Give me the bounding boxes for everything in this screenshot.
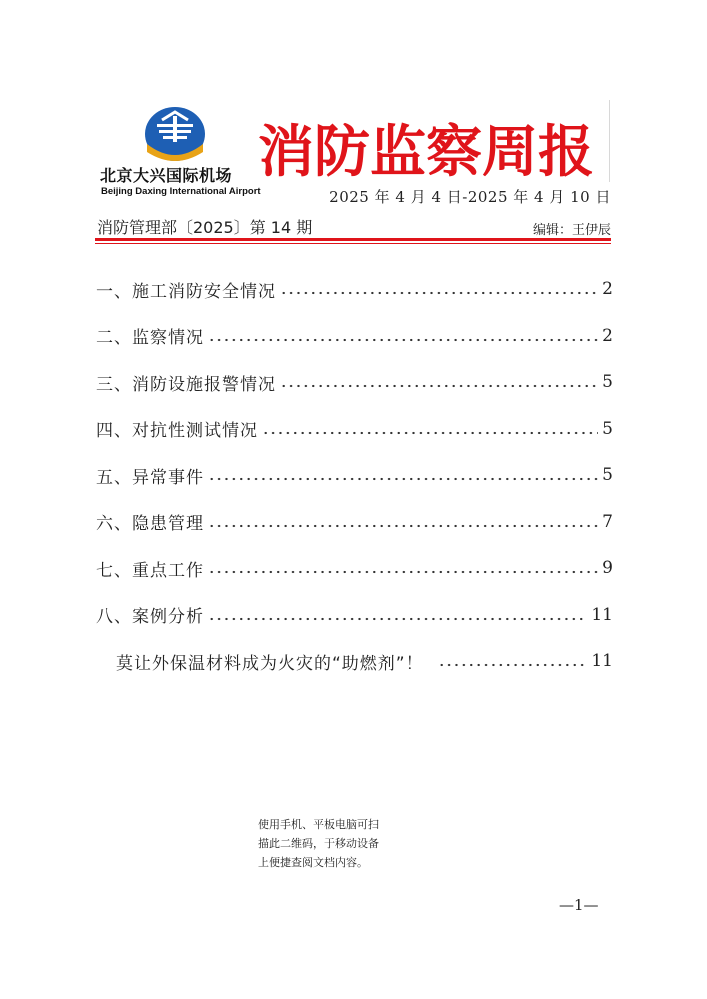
qr-code-note: [258, 815, 418, 872]
toc-page: 5: [602, 372, 613, 393]
toc-entry-8-sub[interactable]: [96, 638, 613, 685]
qr-note-line: 使用手机、平板电脑可扫: [258, 818, 379, 831]
toc-entry-6[interactable]: [96, 499, 613, 546]
header-rule-thin: [95, 243, 611, 244]
toc-page: 7: [602, 511, 613, 532]
editor-credit: 编辑：王伊辰: [532, 223, 611, 238]
masthead-title: 消防监察周报: [258, 119, 594, 185]
toc-leader-dots: [208, 335, 598, 345]
toc-title: 七、重点工作: [96, 560, 204, 581]
airport-emblem-icon: [144, 106, 206, 162]
airport-name-cn: 北京大兴国际机场: [100, 166, 233, 185]
toc-page: 9: [602, 558, 613, 579]
toc-entry-7[interactable]: [96, 545, 613, 592]
toc-leader-dots: [280, 288, 598, 298]
toc-leader-dots: [208, 521, 598, 531]
date-range: 2025 年 4 月 4 日-2025 年 4 月 10 日: [329, 188, 611, 206]
toc-entry-2[interactable]: [96, 313, 613, 360]
page-number: —1—: [559, 896, 599, 914]
toc-page: 11: [591, 651, 613, 672]
toc-entry-5[interactable]: [96, 452, 613, 499]
toc-page: 2: [602, 325, 613, 346]
toc-entry-1[interactable]: [96, 266, 613, 313]
toc-leader-dots: [262, 428, 598, 438]
toc-leader-dots: [280, 381, 598, 391]
toc-title: 四、对抗性测试情况: [96, 421, 258, 442]
qr-note-line: 描此二维码，于移动设备: [258, 837, 379, 850]
toc-title: 五、异常事件: [96, 467, 204, 488]
airport-logo: [98, 106, 261, 198]
toc-title: 一、施工消防安全情况: [96, 281, 276, 302]
toc-page: 11: [591, 604, 613, 625]
toc-page: 2: [602, 279, 613, 300]
toc-title: 六、隐患管理: [96, 514, 204, 535]
toc-page: 5: [602, 418, 613, 439]
toc-leader-dots: [208, 614, 587, 624]
qr-note-line: 上便捷查阅文档内容。: [258, 856, 368, 869]
header-rule-thick: [95, 238, 611, 241]
toc-entry-8[interactable]: [96, 592, 613, 639]
issue-number: 消防管理部〔2025〕第 14 期: [97, 218, 313, 237]
toc-leader-dots: [208, 567, 598, 577]
toc-title: 八、案例分析: [96, 607, 204, 628]
toc-title: 莫让外保温材料成为火灾的“助燃剂”！: [116, 653, 424, 674]
masthead-divider: [609, 100, 610, 182]
toc-page: 5: [602, 465, 613, 486]
toc-entry-3[interactable]: [96, 359, 613, 406]
airport-name-en: Beijing Daxing International Airport: [101, 186, 261, 197]
toc-title: 三、消防设施报警情况: [96, 374, 276, 395]
toc-title: 二、监察情况: [96, 328, 204, 349]
table-of-contents: [96, 266, 613, 685]
toc-leader-dots: [208, 474, 598, 484]
toc-entry-4[interactable]: [96, 406, 613, 453]
toc-leader-dots: [438, 660, 588, 670]
